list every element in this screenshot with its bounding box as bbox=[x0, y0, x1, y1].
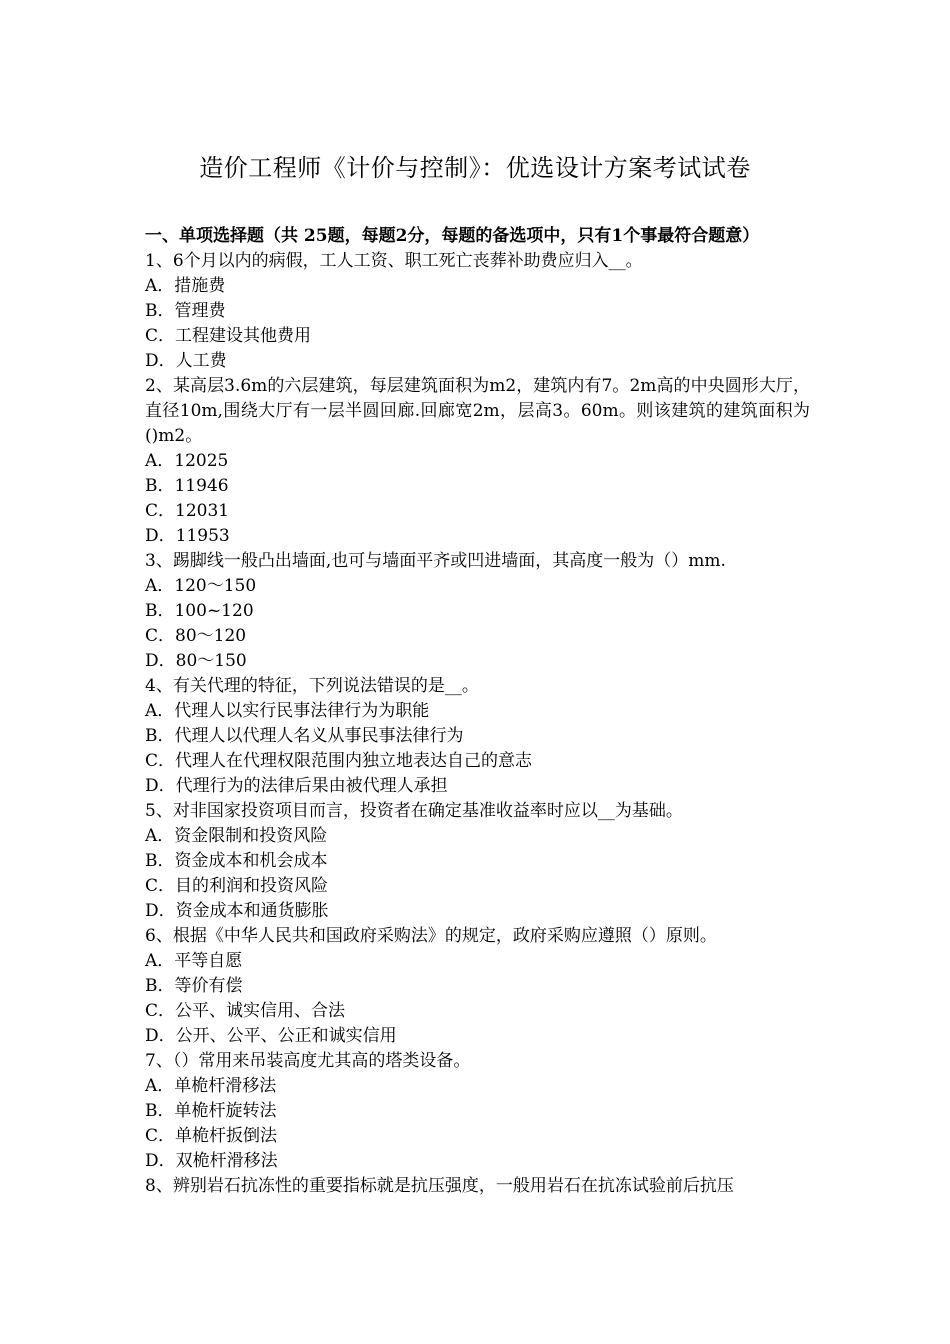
option-d: D．11953 bbox=[145, 526, 230, 546]
option-b: B．等价有偿 bbox=[145, 976, 243, 996]
question-3 bbox=[145, 549, 810, 674]
question-stem: 1、6个月以内的病假，工人工资、职工死亡丧葬补助费应归入__。 bbox=[145, 251, 643, 271]
option-b: B．100~120 bbox=[145, 601, 254, 621]
option-d: D．人工费 bbox=[145, 351, 227, 371]
question-5 bbox=[145, 799, 810, 924]
option-d: D．资金成本和通货膨胀 bbox=[145, 901, 329, 921]
question-stem: 8、辨别岩石抗冻性的重要指标就是抗压强度，一般用岩石在抗冻试验前后抗压 bbox=[145, 1176, 734, 1196]
question-stem: 6、根据《中华人民共和国政府采购法》的规定，政府采购应遵照（）原则。 bbox=[145, 926, 717, 946]
option-a: A．代理人以实行民事法律行为为职能 bbox=[145, 701, 430, 721]
option-a: A．措施费 bbox=[145, 276, 226, 296]
option-a: A．单桅杆滑移法 bbox=[145, 1076, 277, 1096]
question-8 bbox=[145, 1174, 810, 1199]
option-c: C．公平、诚实信用、合法 bbox=[145, 1001, 346, 1021]
question-stem: 4、有关代理的特征，下列说法错误的是__。 bbox=[145, 676, 479, 696]
option-b: B．11946 bbox=[145, 476, 229, 496]
question-stem: 2、某高层3.6m的六层建筑，每层建筑面积为m2，建筑内有7。2m高的中央圆形大厅，直径10m,围绕大厅有一层半圆回廊.回廊宽2m，层高3。60m。则该建筑的建筑面积为()m2。 bbox=[145, 376, 810, 446]
option-d: D．80～150 bbox=[145, 651, 247, 671]
option-a: A．平等自愿 bbox=[145, 951, 243, 971]
option-d: D．双桅杆滑移法 bbox=[145, 1151, 278, 1171]
option-a: A．120～150 bbox=[145, 576, 257, 596]
option-b: B．单桅杆旋转法 bbox=[145, 1101, 277, 1121]
option-d: D．代理行为的法律后果由被代理人承担 bbox=[145, 776, 448, 796]
question-7 bbox=[145, 1049, 810, 1174]
option-a: A．12025 bbox=[145, 451, 229, 471]
option-b: B．管理费 bbox=[145, 301, 226, 321]
option-c: C．12031 bbox=[145, 501, 230, 521]
question-6 bbox=[145, 924, 810, 1049]
document-title: 造价工程师《计价与控制》：优选设计方案考试试卷 bbox=[199, 154, 751, 182]
option-c: C．代理人在代理权限范围内独立地表达自己的意志 bbox=[145, 751, 533, 771]
option-b: B．代理人以代理人名义从事民事法律行为 bbox=[145, 726, 464, 746]
question-stem: 3、踢脚线一般凸出墙面,也可与墙面平齐或凹进墙面，其高度一般为（）mm. bbox=[145, 551, 726, 571]
question-1 bbox=[145, 249, 810, 374]
question-stem: 5、对非国家投资项目而言，投资者在确定基准收益率时应以__为基础。 bbox=[145, 801, 683, 821]
option-c: C．单桅杆扳倒法 bbox=[145, 1126, 278, 1146]
question-stem: 7、（）常用来吊装高度尤其高的塔类设备。 bbox=[145, 1051, 471, 1071]
option-a: A．资金限制和投资风险 bbox=[145, 826, 328, 846]
option-c: C．目的利润和投资风险 bbox=[145, 876, 329, 896]
question-2 bbox=[145, 374, 810, 549]
question-4 bbox=[145, 674, 810, 799]
option-d: D．公开、公平、公正和诚实信用 bbox=[145, 1026, 397, 1046]
option-c: C．80～120 bbox=[145, 626, 247, 646]
option-b: B．资金成本和机会成本 bbox=[145, 851, 328, 871]
option-c: C．工程建设其他费用 bbox=[145, 326, 312, 346]
section-heading: 一、单项选择题（共 25题，每题2分，每题的备选项中，只有1个事最符合题意） bbox=[145, 226, 760, 246]
document-body bbox=[145, 224, 810, 1199]
